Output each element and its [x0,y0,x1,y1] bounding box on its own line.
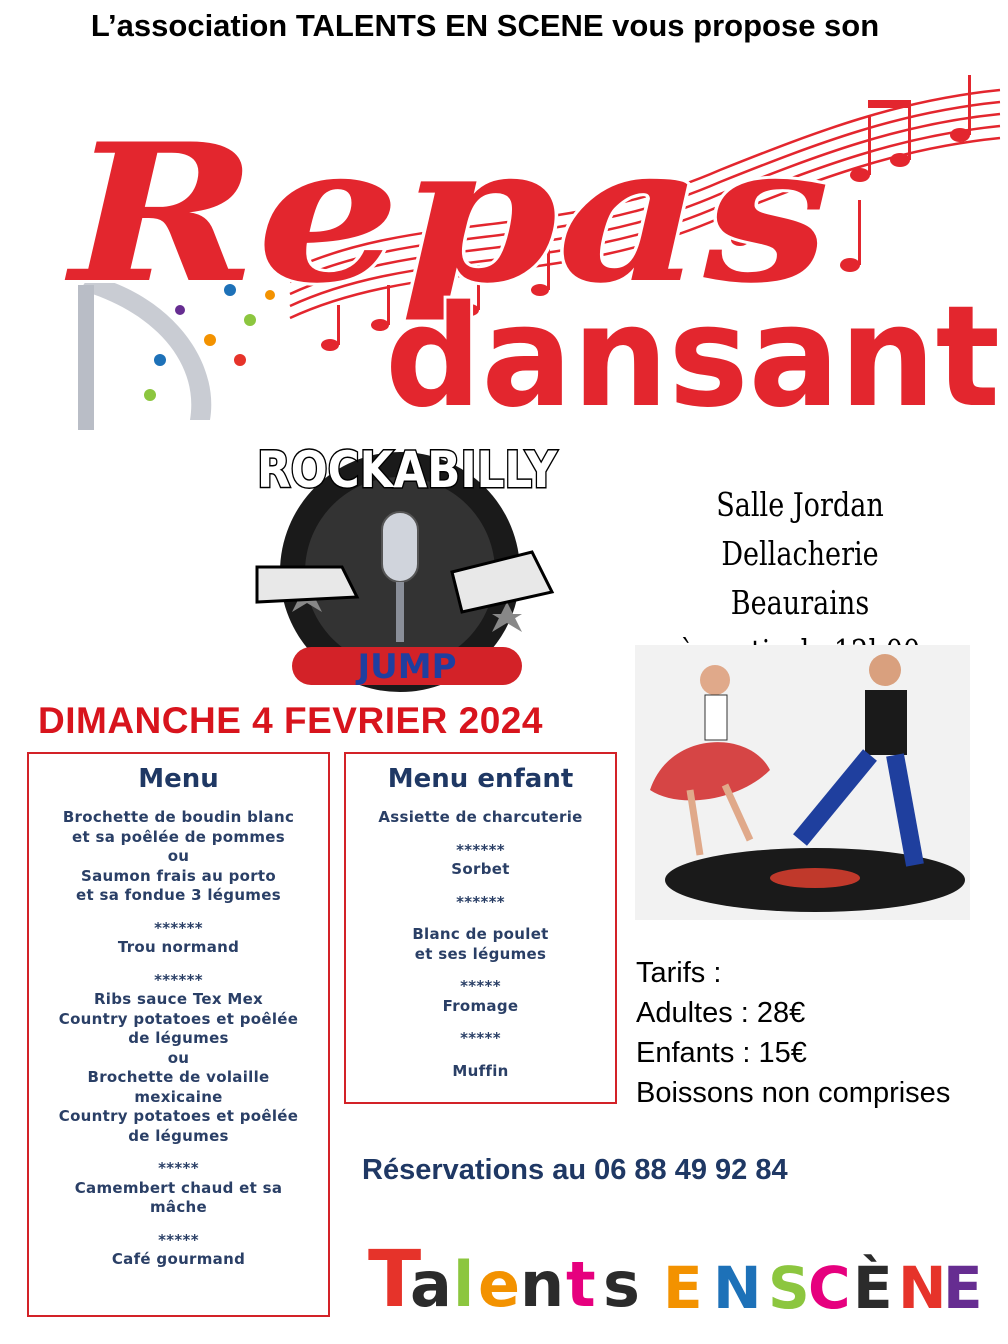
band-name: ROCKABILLY [257,441,558,499]
menu-item: et sa poêlée de pommes [72,827,285,846]
menu-enfant-item: et ses légumes [414,944,547,963]
menu-item: ou [167,1048,190,1067]
menu-item: Trou normand [117,938,240,956]
brand-letter: C [808,1254,851,1322]
talents-en-scene-logo [368,1228,988,1323]
menu-item: ****** [154,918,203,937]
menu-adult-lines [29,808,328,1270]
menu-item: Country potatoes et poêlée [58,1009,299,1028]
brand-letter: E [943,1254,983,1322]
title-repas: Repas [64,102,831,325]
menu-item: Café gourmand [111,1250,246,1268]
menu-kids-lines [346,808,615,1081]
brand-letter: N [898,1254,947,1322]
title-artwork [0,60,1008,430]
rockabilly-jump-logo [222,432,592,697]
menu-enfant-item: Muffin [452,1061,509,1080]
menu-item: de légumes [128,1126,229,1145]
menu-item: ou [167,847,190,865]
menu-item: et sa fondue 3 légumes [76,886,281,904]
menu-item: Ribs sauce Tex Mex [93,990,264,1008]
intro-text: L’association TALENTS EN SCENE vous propose son [90,8,880,43]
venue-city: Beaurains [730,583,870,622]
brand-letter: l [453,1248,475,1321]
menu-title: Menu [138,764,219,794]
menu-enfant-item: Assiette de charcuterie [378,808,583,826]
menu-spacer [29,906,328,919]
brand-letter: N [713,1254,762,1322]
menu-spacer [346,912,615,925]
prices-title: Tarifs : [636,957,722,989]
event-date: DIMANCHE 4 FEVRIER 2024 [38,700,543,741]
menu-enfant-item: ***** [460,1029,501,1047]
menu-item: mexicaine [134,1087,223,1106]
brand-letter: s [603,1248,640,1321]
dancers-illustration [630,640,975,925]
brand-letter: T [368,1235,422,1323]
menu-spacer [346,964,615,977]
menu-item: Brochette de boudin blanc [62,808,295,826]
menu-item: Saumon frais au porto [80,866,276,885]
menu-item: ****** [154,970,203,989]
brand-letter: e [478,1248,521,1321]
menu-enfant-title: Menu enfant [387,764,574,794]
menu-item: ***** [158,1159,199,1177]
brand-letter: È [853,1254,893,1322]
prices-block [636,953,950,1113]
menu-adult-box [27,752,330,1317]
menu-item: de légumes [128,1029,229,1047]
price-adults: Adultes : 28€ [636,997,806,1029]
menu-item: mâche [150,1198,207,1216]
menu-spacer [29,958,328,971]
menu-spacer [29,1146,328,1159]
menu-enfant-item: Sorbet [451,860,510,878]
menu-item: Brochette de volaille [87,1068,270,1086]
brand-letter: a [410,1248,452,1321]
brand-letter: S [768,1254,810,1322]
menu-spacer [346,1016,615,1029]
venue-name: Salle Jordan Dellacherie [716,485,884,573]
menu-enfant-item: Blanc de poulet [412,925,549,943]
menu-spacer [346,1049,615,1062]
reservation-phone: Réservations au 06 88 49 92 84 [362,1154,788,1186]
menu-spacer [346,880,615,893]
price-children: Enfants : 15€ [636,1037,807,1069]
brand-letter: t [566,1248,596,1321]
drinks-note: Boissons non comprises [636,1077,951,1109]
menu-spacer [346,828,615,841]
menu-item: Camembert chaud et sa [74,1178,283,1197]
band-subtitle: JUMP [357,647,457,687]
brand-letter: n [520,1248,565,1321]
menu-enfant-item: Fromage [442,996,519,1015]
title-dansant: dansant [385,276,1000,430]
menu-spacer [29,1218,328,1231]
menu-enfant-item: ****** [456,892,505,911]
menu-item: Country potatoes et poêlée [58,1107,299,1125]
menu-enfant-item: ****** [456,840,505,859]
menu-enfant-item: ***** [460,977,501,995]
brand-letter: E [663,1254,703,1322]
menu-kids-box [344,752,617,1104]
menu-item: ***** [158,1230,199,1249]
